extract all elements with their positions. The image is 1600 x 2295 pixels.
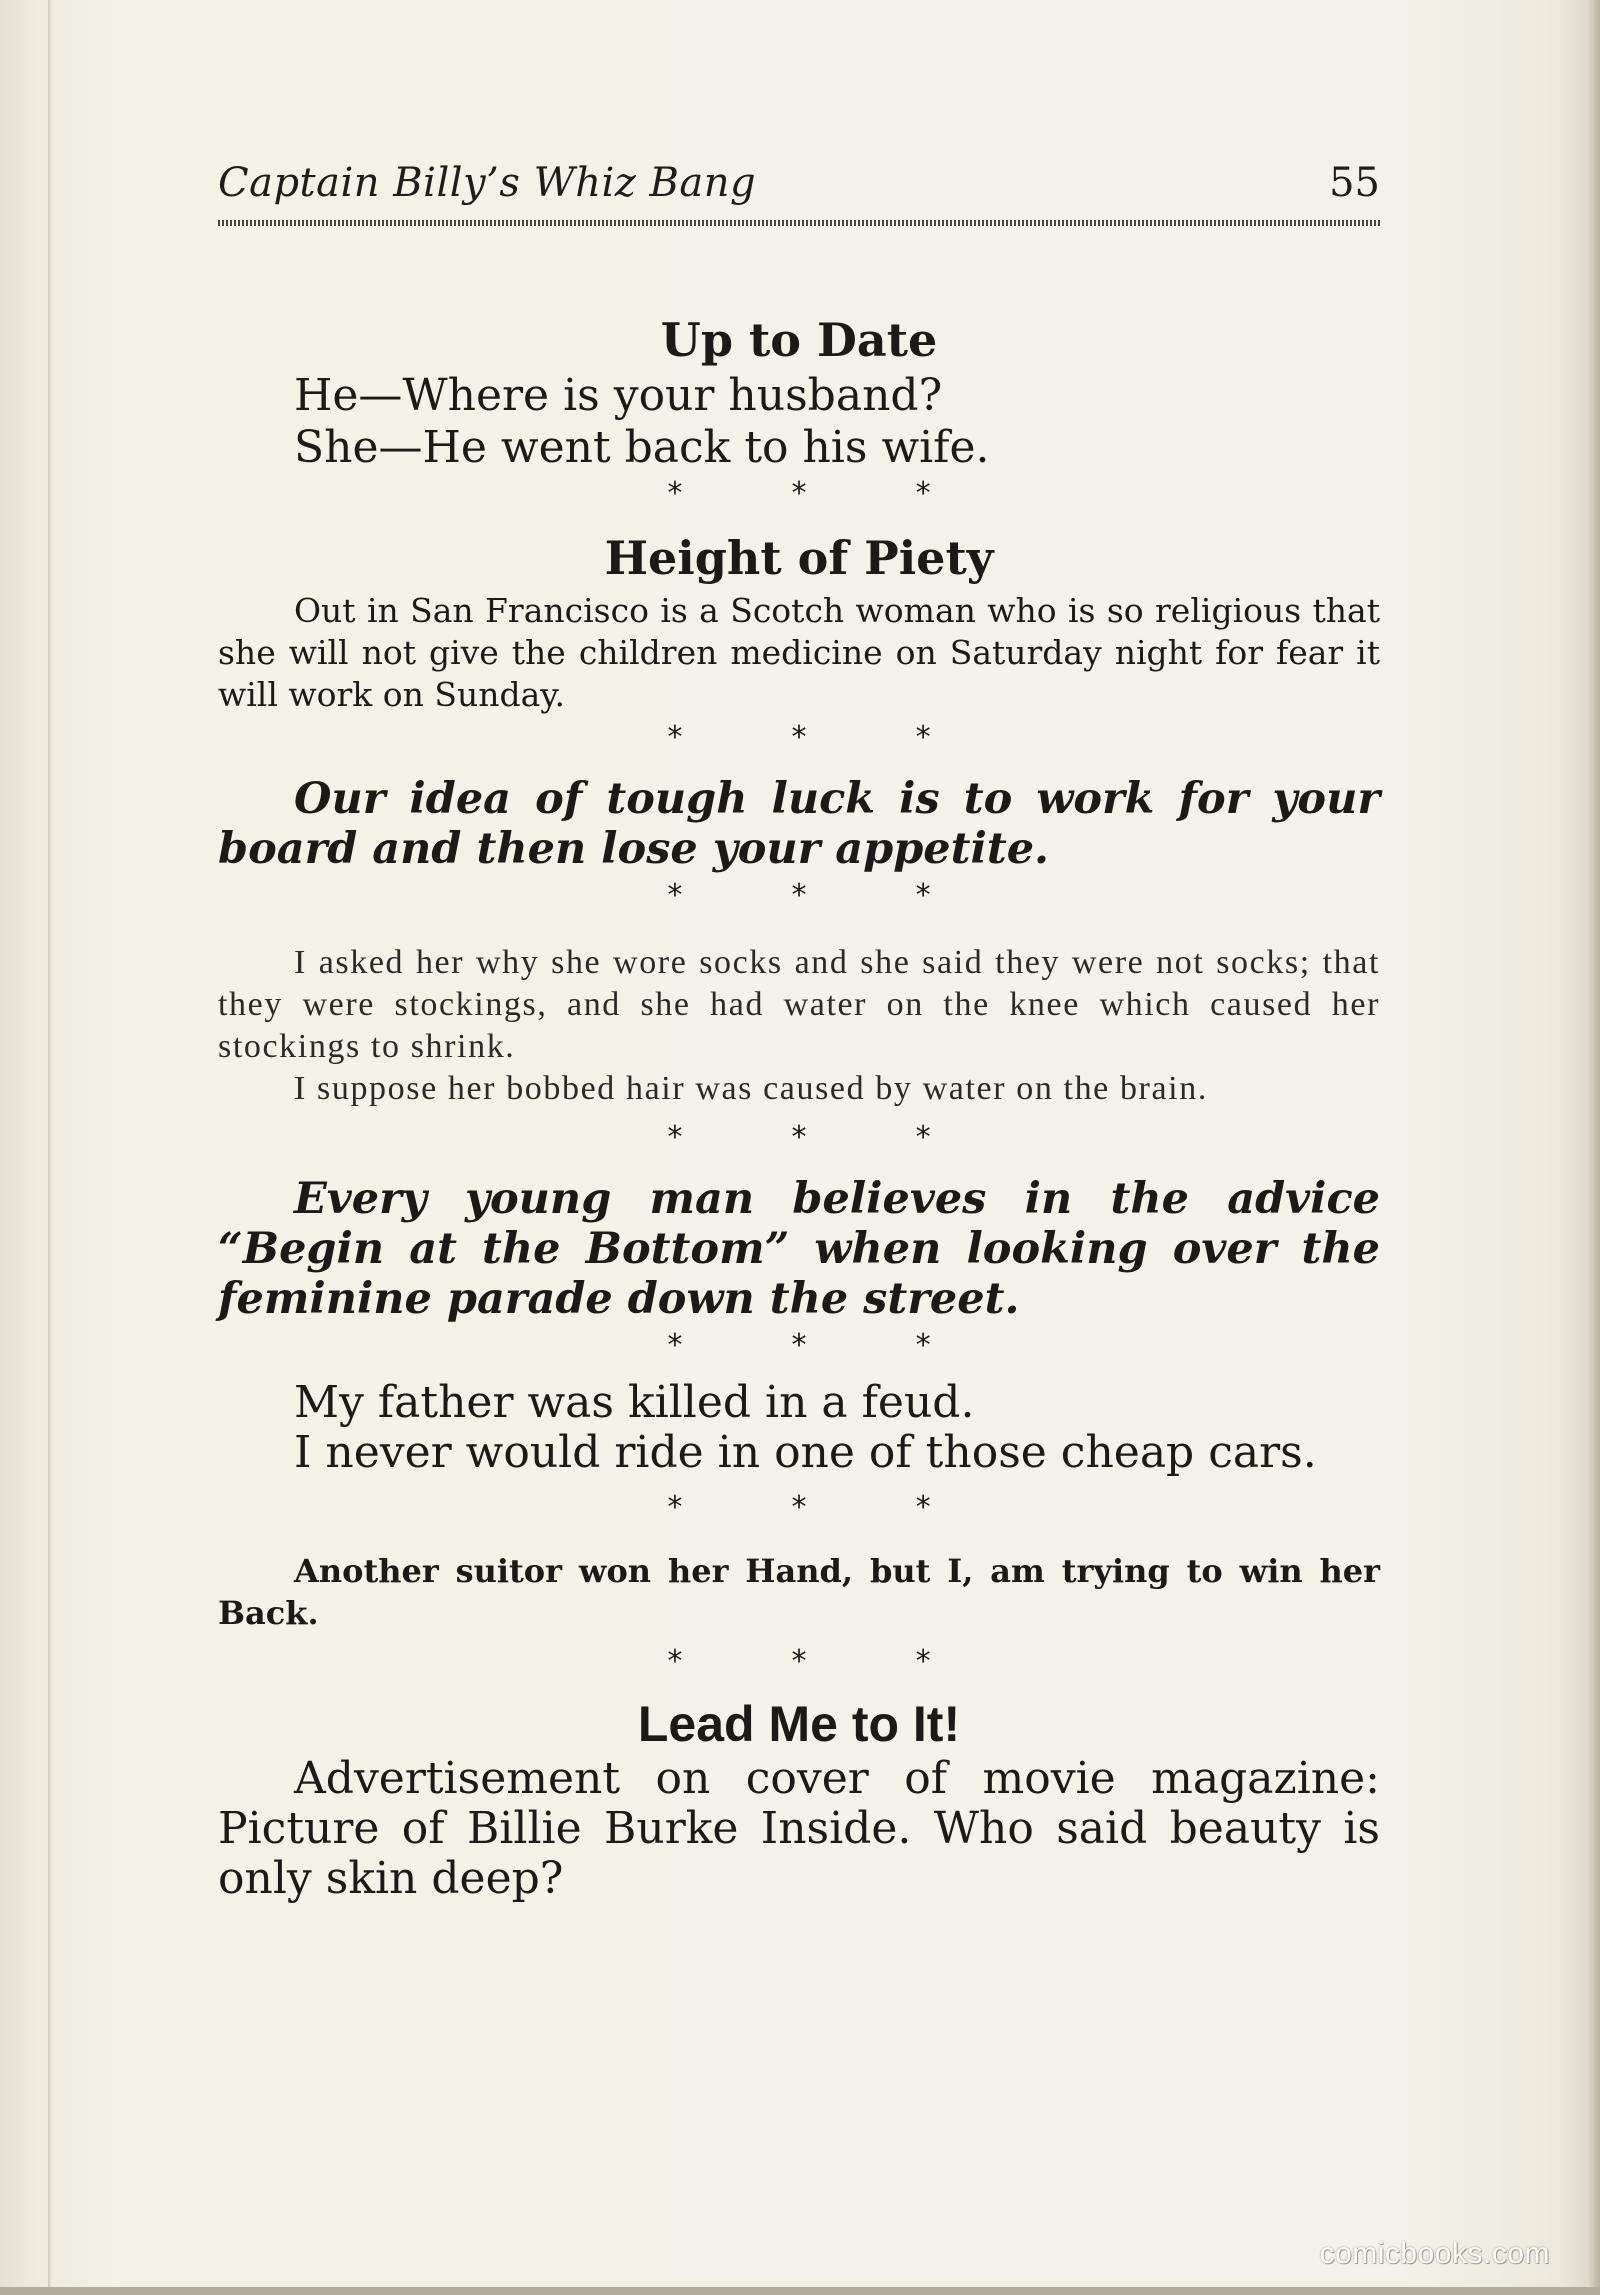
joke-suitor <box>218 1550 1380 1634</box>
separator-stars: * * * <box>665 1120 977 1155</box>
running-head <box>218 160 1380 222</box>
joke-body: I suppose her bobbed hair was caused by water on the brain. <box>294 1070 1208 1107</box>
running-head-rule <box>218 220 1380 226</box>
page-spine-shadow <box>48 0 52 2295</box>
separator-stars: * * * <box>665 1328 977 1363</box>
joke-height-of-piety <box>218 528 1380 716</box>
joke-heading: Height of Piety <box>604 531 994 585</box>
joke-line: My father was killed in a feud. <box>294 1377 975 1428</box>
joke-feud <box>218 1378 1380 1478</box>
joke-body: Advertisement on cover of movie magazine: Picture of Billie Burke Inside. Who said beauty is only skin deep? <box>218 1753 1380 1904</box>
separator-stars: * * * <box>665 476 977 511</box>
separator-stars: * * * <box>665 1644 977 1679</box>
page-number: 55 <box>1329 160 1380 206</box>
joke-body: Out in San Francisco is a Scotch woman who is so religious that she will not give the children medicine on Saturday night for fear it will work on Sunday. <box>218 591 1380 714</box>
watermark-text: comicbooks.com <box>1319 2237 1550 2270</box>
text-column <box>218 160 1380 1904</box>
joke-body: Another suitor won her Hand, but I, am trying to win her Back. <box>218 1552 1380 1632</box>
separator-stars: * * * <box>665 878 977 913</box>
joke-begin-at-the-bottom <box>218 1174 1380 1324</box>
joke-socks <box>218 942 1380 1110</box>
joke-body: I asked her why she wore socks and she said they were not socks; that they were stockings, and she had water on the knee which caused her stockings to shrink. <box>218 944 1380 1065</box>
joke-lead-me-to-it <box>218 1694 1380 1904</box>
joke-line: He—Where is your husband? <box>294 370 943 421</box>
joke-heading: Up to Date <box>660 313 938 367</box>
joke-body: Every young man believes in the advice “Begin at the Bottom” when looking over the feminine parade down the street. <box>218 1174 1380 1324</box>
page-bottom-edge <box>0 2287 1600 2295</box>
separator-stars: * * * <box>665 1490 977 1525</box>
running-head-title: Captain Billy’s Whiz Bang <box>218 160 757 206</box>
joke-tough-luck <box>218 774 1380 874</box>
joke-line: She—He went back to his wife. <box>294 422 990 473</box>
page-right-edge <box>1588 0 1600 2295</box>
joke-line: I never would ride in one of those cheap cars. <box>294 1427 1317 1478</box>
joke-up-to-date <box>218 310 1380 474</box>
joke-body: Our idea of tough luck is to work for your board and then lose your appetite. <box>218 774 1380 874</box>
joke-heading: Lead Me to It! <box>637 1696 961 1752</box>
separator-stars: * * * <box>665 720 977 755</box>
